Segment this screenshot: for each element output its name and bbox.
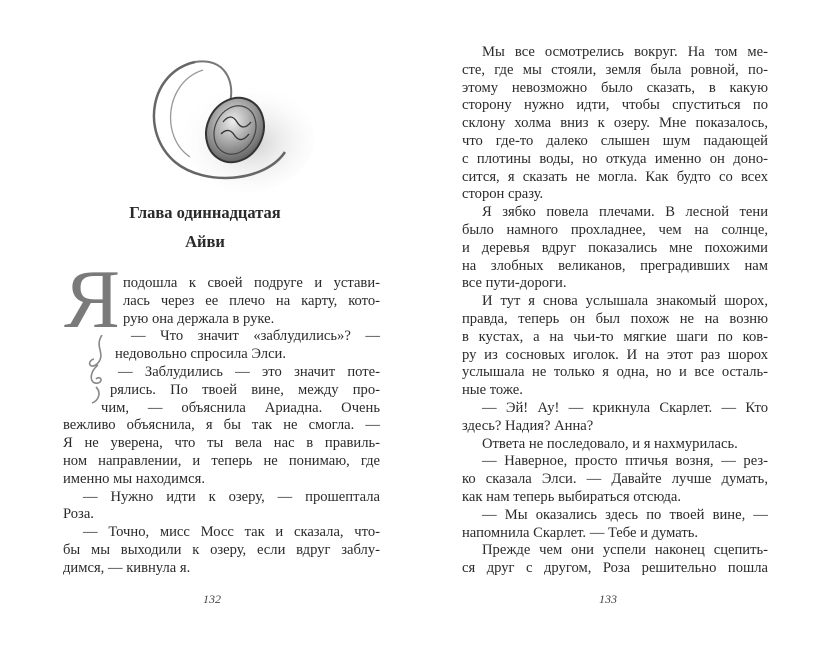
text-line: сторону нужно идти, чтобы спуститься по <box>462 97 768 114</box>
text-line: ном направлении, и теперь не понимаю, где <box>63 452 380 469</box>
text-line: чим, — объяснила Ариадна. Очень <box>101 399 380 416</box>
text-line: рялись. По твоей вине, между про- <box>110 381 380 398</box>
text-line: Роза. <box>63 506 94 523</box>
text-line: в кустах, а на чьи-то мягкие шаги по ков- <box>462 328 768 345</box>
text-line: лась через ее плечо на карту, кото- <box>123 292 380 309</box>
text-line: бы мы выходили к озеру, если вдруг заблу- <box>63 541 380 558</box>
text-line: Мы все осмотрелись вокруг. На том ме- <box>482 44 768 60</box>
text-line: Я не уверена, что ты вела нас в правиль- <box>63 435 380 452</box>
text-line: напомнила Скарлет. — Тебе и думать. <box>462 524 699 541</box>
text-line: сится, я сказать не могла. Как будто со всех <box>462 168 768 185</box>
text-line: — Нужно идти к озеру, — прошептала <box>83 488 380 505</box>
text-line: И тут я снова услышала знакомый шорох, <box>482 293 768 310</box>
text-line: — Заблудились — это значит поте- <box>118 363 380 380</box>
drop-cap: Я <box>64 253 121 346</box>
text-line: — Что значит «заблудились»? — <box>131 328 380 345</box>
text-line: рую она держала в руке. <box>123 310 275 327</box>
text-line: — Эй! Ау! — крикнула Скарлет. — Кто <box>482 399 768 416</box>
right-page-text <box>462 44 768 578</box>
text-line: и деревья вдруг показались мне похожими <box>462 239 768 256</box>
text-line: ся друг с другом, Роза решительно пошла <box>462 560 768 577</box>
text-line: недовольно спросила Элси. <box>115 346 287 363</box>
text-line: подошла к своей подруге и устави- <box>123 275 380 291</box>
text-line: Ответа не последовало, и я нахмурилась. <box>482 435 738 452</box>
text-line: — Мы оказались здесь по твоей вине, — <box>482 506 768 523</box>
text-line: все пути-дороги. <box>462 275 567 292</box>
text-line: сте, где мы стояли, земля была ровной, по- <box>462 61 768 78</box>
left-page-text <box>63 275 380 578</box>
text-line: было намного прохладнее, чем на солнце, <box>462 221 768 238</box>
text-line: с плотины воды, но откуда именно он доно- <box>462 150 768 167</box>
text-line: сторон сразу. <box>462 186 544 203</box>
text-line: вежливо объяснила, я бы так не смогла. — <box>63 417 380 434</box>
text-line: ные тоже. <box>462 382 523 399</box>
text-line: правда, теперь он был похож не на возню <box>462 310 768 327</box>
text-line: услышала не только я одна, но и все осталь- <box>462 364 768 381</box>
text-line: склону холма вниз к озеру. Мне показалось, <box>462 115 768 132</box>
text-line: что где-то далеко слышен шум падающей <box>462 132 768 149</box>
text-line: ко сказала Элси. — Давайте лучше думать, <box>462 471 768 488</box>
locket-illustration <box>135 42 315 197</box>
chapter-title: Глава одиннадцатая <box>129 203 281 222</box>
text-line: — Наверное, просто птичья возня, — рез- <box>482 453 768 470</box>
text-line: димся, — кивнула я. <box>63 559 191 576</box>
chapter-subtitle: Айви <box>185 232 225 251</box>
page-number: 132 <box>203 592 221 606</box>
text-line: на злобных великанов, преградивших нам <box>462 257 768 274</box>
text-line: Я зябко повела плечами. В лесной тени <box>482 204 768 221</box>
text-line: здесь? Надия? Анна? <box>462 417 594 434</box>
text-line: как нам теперь выбираться отсюда. <box>462 488 682 505</box>
right-page <box>410 0 820 656</box>
text-line: именно мы находимся. <box>63 470 205 487</box>
text-line: — Точно, мисс Мосс так и сказала, что- <box>83 524 380 541</box>
text-line: этому невозможно было сказать, в какую <box>462 79 768 96</box>
page-number: 133 <box>599 592 617 606</box>
text-line: ру из сосновых иголок. И на этот раз шорох <box>462 346 768 363</box>
text-line: Прежде чем они успели наконец сцепить- <box>482 542 768 559</box>
